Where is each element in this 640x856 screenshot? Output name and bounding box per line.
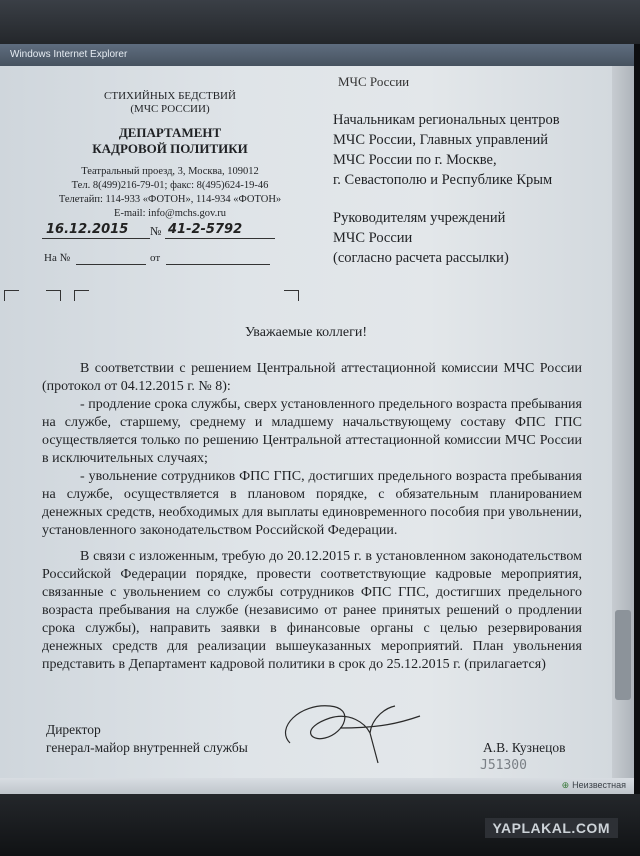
department-line2: КАДРОВОЙ ПОЛИТИКИ — [92, 141, 248, 156]
addressee-line: МЧС России по г. Москве, — [333, 152, 497, 168]
browser-title: Windows Internet Explorer — [10, 49, 128, 60]
monitor-bezel-top — [0, 0, 640, 44]
department-line1: ДЕПАРТАМЕНТ — [118, 125, 222, 140]
body-paragraph-2: - продление срока службы, сверх установленного предельного возраста пребывания на службе, старшему, среднему и младшему начальствующему составу ФПС ГПС осуществляется только по решению Центральной аттестационной комиссии МЧС России в исключительных случаях; — [42, 397, 582, 466]
signatory-name: А.В. Кузнецов — [483, 740, 566, 755]
org-name-line1: СТИХИЙНЫХ БЕДСТВИЙ — [104, 90, 236, 102]
corner-mark — [284, 290, 299, 301]
number-prefix: № — [150, 224, 162, 238]
browser-title-bar — [0, 44, 640, 66]
body-paragraph-1: В соответствии с решением Центральной аттестационной комиссии МЧС России (протокол от 04.12.2015 г. № 8): — [42, 361, 582, 394]
globe-icon: ⊕ — [561, 780, 570, 790]
salutation: Уважаемые коллеги! — [244, 325, 368, 340]
site-watermark: YAPLAKAL.COM — [485, 818, 619, 838]
monitor-bezel-right — [634, 44, 640, 856]
signatory-title: Директор — [46, 722, 101, 737]
browser-status-bar — [0, 778, 634, 794]
number-handwritten: 41-2-5792 — [168, 222, 243, 237]
reference-number-line — [76, 264, 146, 265]
date-line — [42, 238, 150, 239]
date-handwritten: 16.12.2015 — [46, 222, 129, 237]
addressee-line: МЧС России, Главных управлений — [333, 132, 549, 148]
corner-mark — [74, 290, 89, 301]
department-teletype: Телетайп: 114-933 «ФОТОН», 114-934 «ФОТОН» — [58, 194, 282, 205]
addressee-line: Начальникам региональных центров — [333, 112, 560, 128]
department-address: Театральный проезд, 3, Москва, 109012 — [81, 166, 259, 177]
reference-ot: от — [150, 252, 161, 264]
org-name-line2: (МЧС РОССИИ) — [130, 103, 210, 115]
corner-mark — [4, 290, 19, 301]
stamp-number: J51300 — [480, 758, 527, 773]
security-zone[interactable] — [562, 780, 626, 791]
reference-na: На № — [44, 252, 71, 264]
partial-top-text: МЧС России — [338, 74, 410, 89]
security-zone-label: Неизвестная — [572, 780, 626, 790]
corner-mark — [46, 290, 61, 301]
department-email: E-mail: info@mchs.gov.ru — [114, 208, 226, 219]
body-paragraph-4: В связи с изложенным, требую до 20.12.2015 г. в установленном законодательством Российской Федерации порядке, провести соответствующие кадровые мероприятия, связанные с увольнением со службы сотрудников ФПС ГПС, достигших предельного возраста пребывания на службе (независимо от ранее принятых решений о продлении срока службы), направить заявки в финансовые органы с целью резервирования денежных средств для реализации вышеуказанных мероприятий. План увольнения представить в Департамент кадровой политики в срок до 25.12.2015 г. (прилагается) — [42, 549, 582, 672]
addressee-line: г. Севастополю и Республике Крым — [333, 172, 553, 188]
reference-date-line — [166, 264, 270, 265]
department-phones: Тел. 8(499)216-79-01; факс: 8(495)624-19-46 — [71, 180, 269, 191]
signature-scribble — [270, 688, 430, 768]
body-paragraph-3: - увольнение сотрудников ФПС ГПС, достигших предельного возраста пребывания на службе, осуществляется в плановом порядке, с обязательным планированием денежных средств, необходимых для выплаты единовременного пособия при увольнении, установленного законодательством Российской Федерации. — [42, 469, 582, 538]
addressee-line: (согласно расчета рассылки) — [333, 250, 509, 266]
number-line — [165, 238, 275, 239]
addressee-block — [333, 110, 603, 268]
scrollbar-thumb[interactable] — [615, 610, 631, 700]
addressee-line: Руководителям учреждений — [333, 210, 506, 226]
addressee-line: МЧС России — [333, 230, 413, 246]
signatory-rank: генерал-майор внутренней службы — [46, 740, 248, 755]
